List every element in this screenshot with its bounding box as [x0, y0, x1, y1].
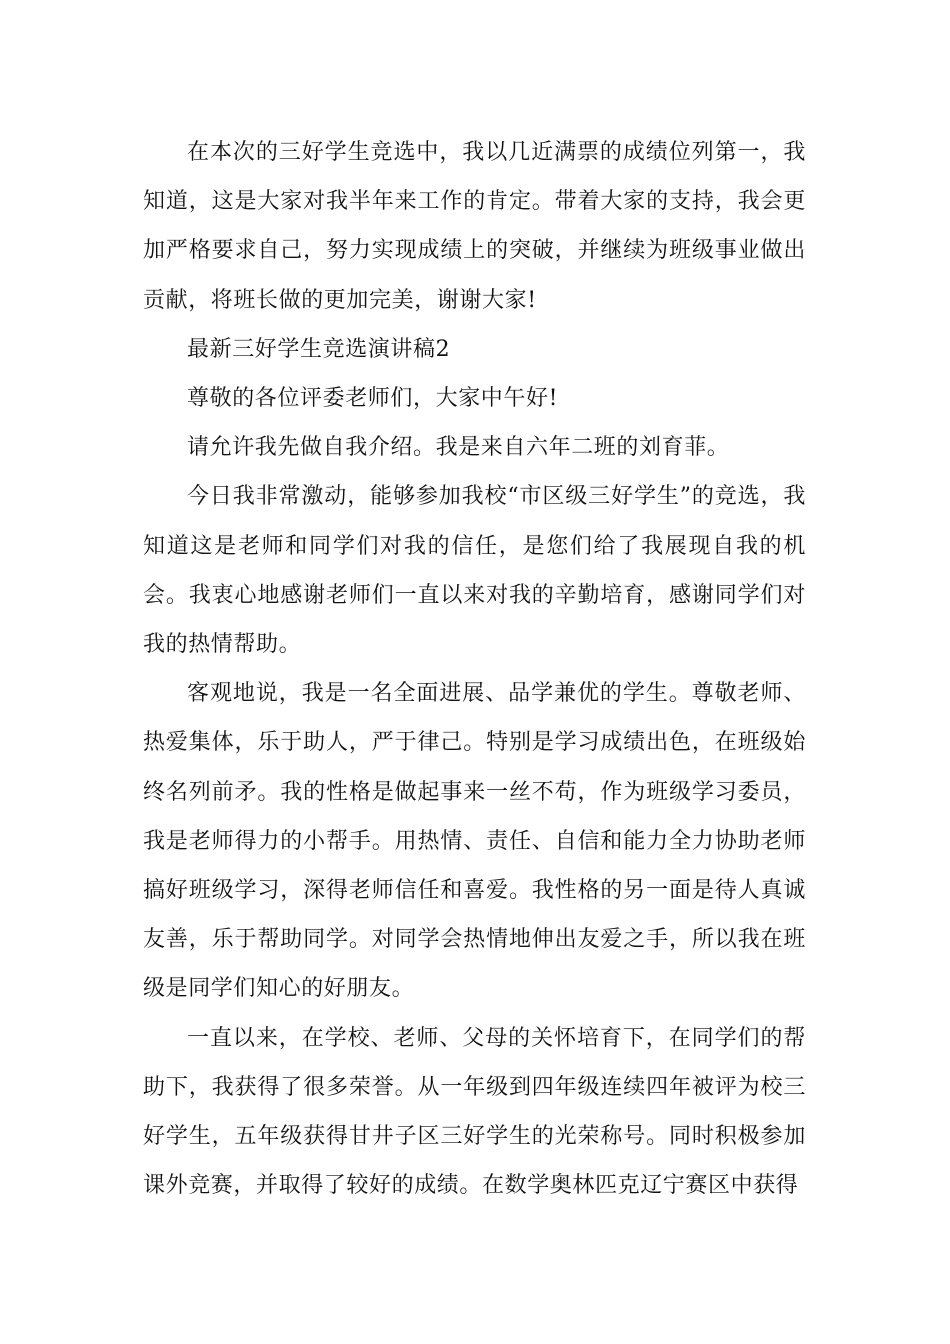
paragraph-closing-remarks: 在本次的三好学生竞选中，我以几近满票的成绩位列第一，我知道，这是大家对我半年来工作的肯定。带着大家的支持，我会更加严格要求自己，努力实现成绩上的突破，并继续为班级事业做出贡献，将班长做的更加完美，谢谢大家!	[143, 140, 806, 313]
paragraph-self-introduction: 请允许我先做自我介绍。我是来自六年二班的刘育菲。	[187, 435, 730, 461]
paragraph-character: 客观地说，我是一名全面进展、品学兼优的学生。尊敬老师、热爱集体，乐于助人，严于律己。特别是学习成绩出色，在班级始终名列前矛。我的性格是做起事来一丝不苟，作为班级学习委员，我是老师得力的小帮手。用热情、责任、自信和能力全力协助老师搞好班级学习，深得老师信任和喜爱。我性格的另一面是待人真诚友善，乐于帮助同学。对同学会热情地伸出友爱之手，所以我在班级是同学们知心的好朋友。	[143, 681, 806, 1002]
document-page	[143, 128, 806, 1210]
speech-title: 最新三好学生竞选演讲稿2	[187, 336, 451, 362]
paragraph-greeting: 尊敬的各位评委老师们，大家中午好!	[187, 386, 559, 412]
paragraph-honors: 一直以来，在学校、老师、父母的关怀培育下，在同学们的帮助下，我获得了很多荣誉。从一年级到四年级连续四年被评为校三好学生，五年级获得甘井子区三好学生的光荣称号。同时积极参加课外竞赛，并取得了较好的成绩。在数学奥林匹克辽宁赛区中获得	[143, 1025, 806, 1199]
paragraph-gratitude: 今日我非常激动，能够参加我校“市区级三好学生”的竞选，我知道这是老师和同学们对我的信任，是您们给了我展现自我的机会。我衷心地感谢老师们一直以来对我的辛勤培育，感谢同学们对我的热情帮助。	[143, 484, 806, 658]
